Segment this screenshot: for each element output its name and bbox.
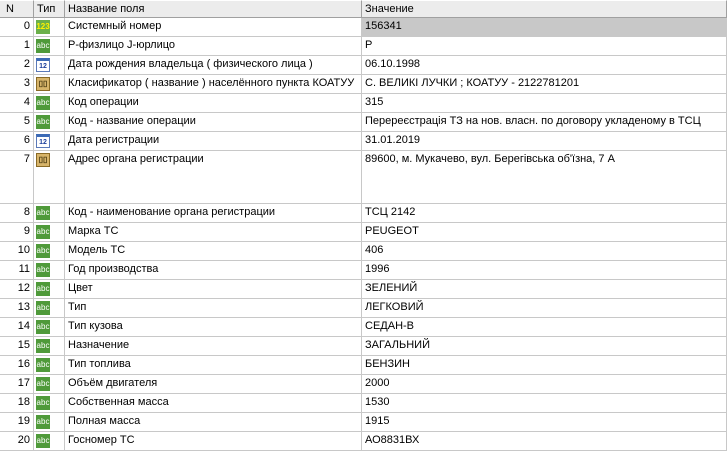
grid-body bbox=[0, 18, 727, 451]
table-row[interactable] bbox=[0, 75, 727, 94]
table-row[interactable] bbox=[0, 375, 727, 394]
text-icon: abc bbox=[36, 39, 50, 53]
field-name: Тип кузова bbox=[65, 318, 362, 336]
grid-header bbox=[0, 0, 727, 18]
text-icon: abc bbox=[36, 282, 50, 296]
field-name: Марка ТС bbox=[65, 223, 362, 241]
dictionary-icon: ▯▯ bbox=[36, 77, 50, 91]
text-icon: abc bbox=[36, 206, 50, 220]
field-name: Класификатор ( название ) населённого пункта КОАТУУ bbox=[65, 75, 362, 93]
field-value[interactable]: Р bbox=[362, 37, 727, 55]
column-header-type[interactable]: Тип bbox=[34, 0, 65, 18]
field-value[interactable]: ЗЕЛЕНИЙ bbox=[362, 280, 727, 298]
field-name: Системный номер bbox=[65, 18, 362, 36]
row-number: 4 bbox=[0, 94, 34, 112]
text-icon: abc bbox=[36, 339, 50, 353]
row-number: 13 bbox=[0, 299, 34, 317]
date-icon: 12 bbox=[36, 134, 50, 148]
row-type bbox=[34, 413, 65, 431]
row-type bbox=[34, 56, 65, 74]
row-number: 14 bbox=[0, 318, 34, 336]
table-row[interactable] bbox=[0, 299, 727, 318]
text-icon: abc bbox=[36, 225, 50, 239]
row-type bbox=[34, 432, 65, 450]
row-type bbox=[34, 113, 65, 131]
table-row[interactable] bbox=[0, 356, 727, 375]
row-number: 17 bbox=[0, 375, 34, 393]
row-type bbox=[34, 223, 65, 241]
field-name: Цвет bbox=[65, 280, 362, 298]
column-header-name[interactable]: Название поля bbox=[65, 0, 362, 18]
column-header-value[interactable]: Значение bbox=[362, 0, 727, 18]
table-row[interactable] bbox=[0, 261, 727, 280]
row-number: 10 bbox=[0, 242, 34, 260]
field-value[interactable]: PEUGEOT bbox=[362, 223, 727, 241]
row-type bbox=[34, 394, 65, 412]
field-name: Полная масса bbox=[65, 413, 362, 431]
field-value[interactable]: 406 bbox=[362, 242, 727, 260]
table-row[interactable] bbox=[0, 318, 727, 337]
row-number: 5 bbox=[0, 113, 34, 131]
field-name: Собственная масса bbox=[65, 394, 362, 412]
table-row[interactable] bbox=[0, 242, 727, 261]
row-type bbox=[34, 94, 65, 112]
row-type bbox=[34, 375, 65, 393]
row-number: 6 bbox=[0, 132, 34, 150]
table-row[interactable] bbox=[0, 37, 727, 56]
row-type bbox=[34, 280, 65, 298]
row-type bbox=[34, 18, 65, 36]
table-row[interactable] bbox=[0, 280, 727, 299]
field-value[interactable]: БЕНЗИН bbox=[362, 356, 727, 374]
row-type bbox=[34, 356, 65, 374]
field-value[interactable]: 156341 bbox=[362, 18, 727, 36]
field-value[interactable]: Перереєстрація ТЗ на нов. власн. по договору укладеному в ТСЦ bbox=[362, 113, 727, 131]
date-icon: 12 bbox=[36, 58, 50, 72]
row-type bbox=[34, 132, 65, 150]
text-icon: abc bbox=[36, 377, 50, 391]
field-name: Госномер ТС bbox=[65, 432, 362, 450]
row-number: 9 bbox=[0, 223, 34, 241]
field-value[interactable]: 1530 bbox=[362, 394, 727, 412]
table-row[interactable] bbox=[0, 394, 727, 413]
field-value[interactable]: СЕДАН-В bbox=[362, 318, 727, 336]
row-number: 16 bbox=[0, 356, 34, 374]
row-number: 3 bbox=[0, 75, 34, 93]
row-type bbox=[34, 151, 65, 203]
field-value[interactable]: 315 bbox=[362, 94, 727, 112]
row-number: 18 bbox=[0, 394, 34, 412]
dictionary-icon: ▯▯ bbox=[36, 153, 50, 167]
field-name: Объём двигателя bbox=[65, 375, 362, 393]
text-icon: abc bbox=[36, 396, 50, 410]
row-number: 19 bbox=[0, 413, 34, 431]
row-type bbox=[34, 37, 65, 55]
row-type bbox=[34, 318, 65, 336]
row-number: 2 bbox=[0, 56, 34, 74]
text-icon: abc bbox=[36, 358, 50, 372]
field-name: Адрес органа регистрации bbox=[65, 151, 362, 203]
row-type bbox=[34, 261, 65, 279]
text-icon: abc bbox=[36, 115, 50, 129]
table-row[interactable] bbox=[0, 132, 727, 151]
table-row[interactable] bbox=[0, 113, 727, 132]
field-value[interactable]: 31.01.2019 bbox=[362, 132, 727, 150]
row-type bbox=[34, 204, 65, 222]
numeric-icon: 123 bbox=[36, 20, 50, 34]
table-row[interactable] bbox=[0, 94, 727, 113]
row-number: 7 bbox=[0, 151, 34, 203]
table-row[interactable] bbox=[0, 56, 727, 75]
table-row[interactable] bbox=[0, 151, 727, 204]
field-name: Код операции bbox=[65, 94, 362, 112]
row-number: 0 bbox=[0, 18, 34, 36]
field-name: Назначение bbox=[65, 337, 362, 355]
table-row[interactable] bbox=[0, 337, 727, 356]
field-name: Дата рождения владельца ( физического лица ) bbox=[65, 56, 362, 74]
table-row[interactable] bbox=[0, 413, 727, 432]
row-number: 8 bbox=[0, 204, 34, 222]
field-value[interactable]: ЗАГАЛЬНИЙ bbox=[362, 337, 727, 355]
field-value[interactable]: АО8831ВХ bbox=[362, 432, 727, 450]
row-type bbox=[34, 337, 65, 355]
text-icon: abc bbox=[36, 263, 50, 277]
field-value[interactable]: 2000 bbox=[362, 375, 727, 393]
text-icon: abc bbox=[36, 320, 50, 334]
text-icon: abc bbox=[36, 244, 50, 258]
field-value[interactable]: ЛЕГКОВИЙ bbox=[362, 299, 727, 317]
field-name: Код - наименование органа регистрации bbox=[65, 204, 362, 222]
text-icon: abc bbox=[36, 434, 50, 448]
row-type bbox=[34, 242, 65, 260]
row-number: 12 bbox=[0, 280, 34, 298]
field-value[interactable]: 1915 bbox=[362, 413, 727, 431]
field-name: Код - название операции bbox=[65, 113, 362, 131]
field-value[interactable]: 1996 bbox=[362, 261, 727, 279]
field-value[interactable]: С. ВЕЛИКІ ЛУЧКИ ; КОАТУУ - 2122781201 bbox=[362, 75, 727, 93]
text-icon: abc bbox=[36, 415, 50, 429]
field-name: Модель ТС bbox=[65, 242, 362, 260]
column-header-n[interactable]: N bbox=[0, 0, 34, 18]
row-type bbox=[34, 299, 65, 317]
field-name: Тип bbox=[65, 299, 362, 317]
field-value[interactable]: ТСЦ 2142 bbox=[362, 204, 727, 222]
field-value[interactable]: 89600, м. Мукачево, вул. Берегівська об'їзна, 7 А bbox=[362, 151, 727, 203]
table-row[interactable] bbox=[0, 432, 727, 451]
field-name: Год производства bbox=[65, 261, 362, 279]
table-row[interactable] bbox=[0, 18, 727, 37]
row-number: 15 bbox=[0, 337, 34, 355]
field-value[interactable]: 06.10.1998 bbox=[362, 56, 727, 74]
row-type bbox=[34, 75, 65, 93]
field-name: Дата регистрации bbox=[65, 132, 362, 150]
text-icon: abc bbox=[36, 96, 50, 110]
text-icon: abc bbox=[36, 301, 50, 315]
row-number: 1 bbox=[0, 37, 34, 55]
table-row[interactable] bbox=[0, 223, 727, 242]
row-number: 11 bbox=[0, 261, 34, 279]
field-name: Р-физлицо J-юрлицо bbox=[65, 37, 362, 55]
row-number: 20 bbox=[0, 432, 34, 450]
table-row[interactable] bbox=[0, 204, 727, 223]
field-name: Тип топлива bbox=[65, 356, 362, 374]
